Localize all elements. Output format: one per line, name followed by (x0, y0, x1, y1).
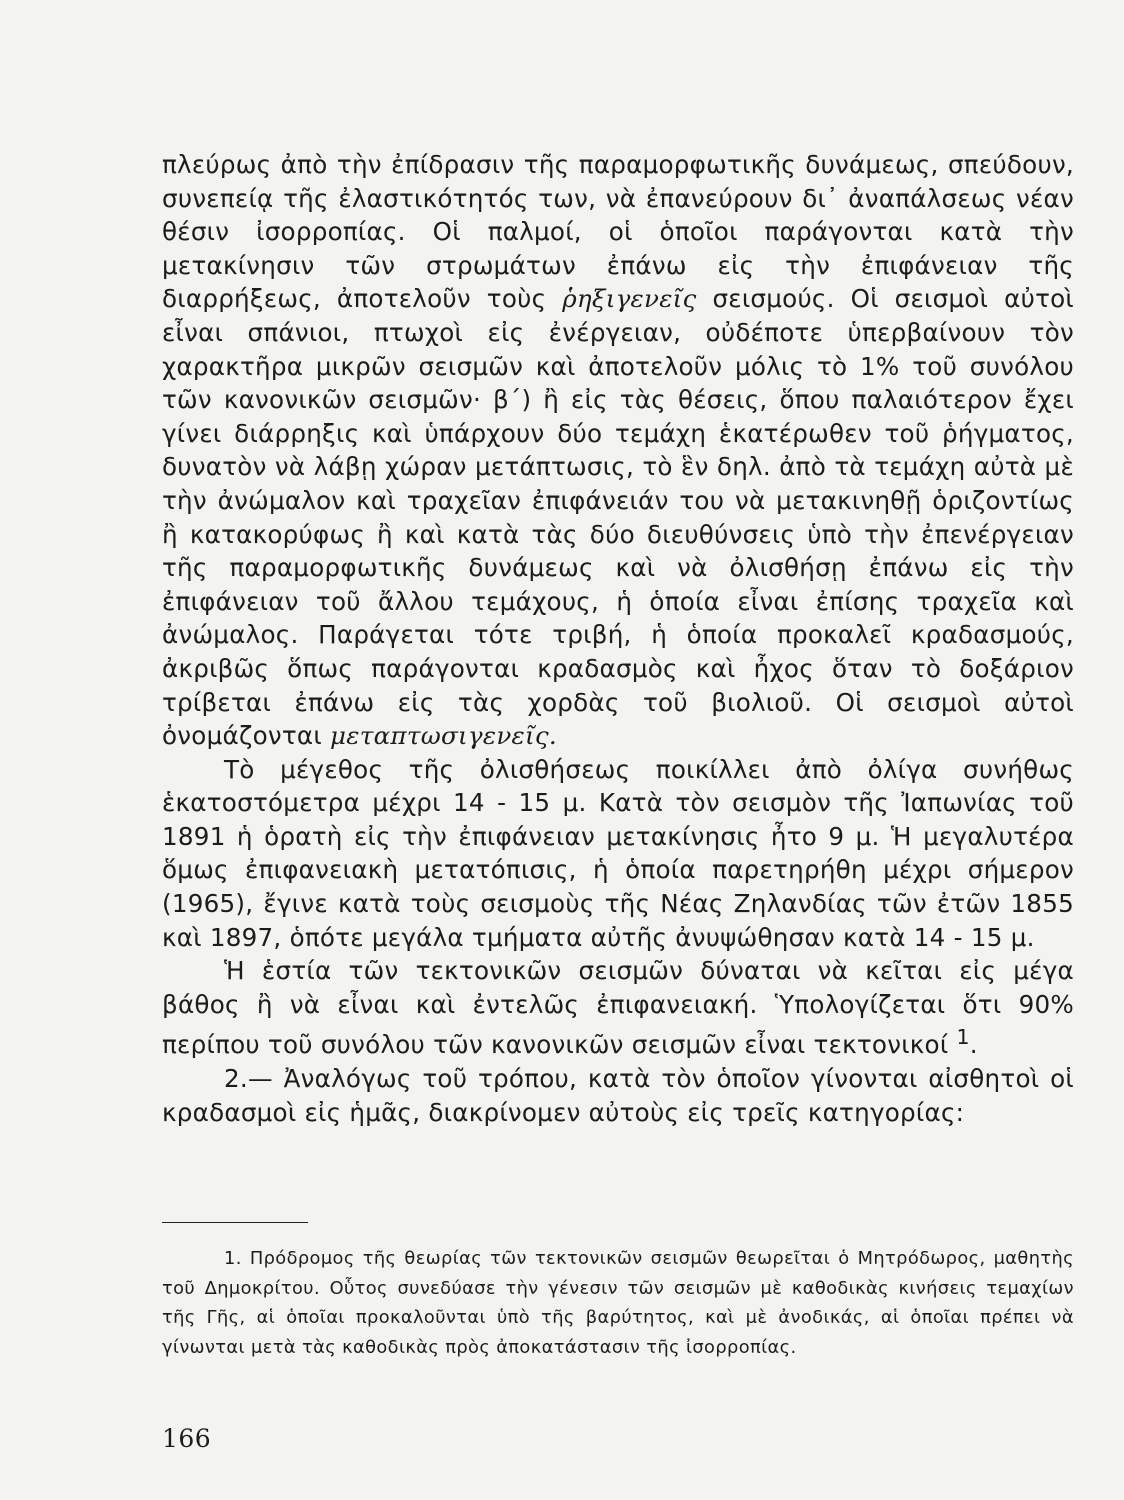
paragraph-1-continuation: σεισμούς. Οἱ σεισμοὶ αὐτοὶ εἶναι σπάνιοι, πτωχοὶ εἰς ἐνέργειαν, οὐδέποτε ὑπερβαίνουν τὸν χαρακτῆρα μικρῶν σεισμῶν καὶ ἀποτελοῦν μόλις τὸ 1% τοῦ συνόλου τῶν κανονικῶν σεισμῶν· β΄) ἢ εἰς τὰς θέσεις, ὅπου παλαιότερον ἔχει γίνει διάρρηξις καὶ ὑπάρχουν δύο τεμάχη ἑκατέρωθεν τοῦ ῥήγματος, δυνατὸν νὰ λάβῃ χώραν μετάπτωσις, τὸ ἓν δηλ. ἀπὸ τὰ τεμάχη αὐτὰ μὲ τὴν ἀνώμαλον καὶ τραχεῖαν ἐπιφάνειάν του νὰ μετακινηθῇ ὁριζοντίως ἢ κατακορύφως ἢ καὶ κατὰ τὰς δύο διευθύνσεις ὑπὸ τὴν ἐπενέργειαν τῆς παραμορφωτικῆς δυνάμεως καὶ νὰ ὀλισθήσῃ ἐπάνω εἰς τὴν ἐπιφάνειαν τοῦ ἄλλου τεμάχους, ἡ ὁποία εἶναι ἐπίσης τραχεῖα καὶ ἀνώμαλος. Παράγεται τότε τριβή, ἡ ὁποία προκαλεῖ κραδασμούς, ἀκριβῶς ὅπως παράγονται κραδασμὸς καὶ ἦχος ὅταν τὸ δοξάριον τρίβεται ἐπάνω εἰς τὰς χορδὰς τοῦ βιολιοῦ. Οἱ σεισμοὶ αὐτοὶ ὀνομάζονται (162, 284, 1074, 751)
emphasis-term-rhexigeneis: ῥηξιγενεῖς (562, 284, 697, 314)
main-text (162, 148, 1074, 1129)
emphasis-term-metaptosigeneis: μεταπτωσιγενεῖς. (330, 721, 557, 751)
footnote (162, 1244, 1074, 1362)
footnote-divider (162, 1222, 308, 1223)
page-number: 166 (162, 1424, 212, 1453)
paragraph-4: 2.— Ἀναλόγως τοῦ τρόπου, κατὰ τὸν ὁποῖον γίνονται αἰσθητοὶ οἱ κραδασμοὶ εἰς ἡμᾶς, διακρίνομεν αὐτοὺς εἰς τρεῖς κατηγορίας: (162, 1064, 1074, 1127)
paragraph-2: Τὸ μέγεθος τῆς ὀλισθήσεως ποικίλλει ἀπὸ ὀλίγα συνήθως ἑκατοστόμετρα μέχρι 14 - 15 μ. Κατὰ τὸν σεισμὸν τῆς Ἰαπωνίας τοῦ 1891 ἡ ὁρατὴ εἰς τὴν ἐπιφάνειαν μετακίνησις ἦτο 9 μ. Ἡ μεγαλυτέρα ὅμως ἐπιφανειακὴ μετατόπισις, ἡ ὁποία παρετηρήθη μέχρι σήμερον (1965), ἔγινε κατὰ τοὺς σεισμοὺς τῆς Νέας Ζηλανδίας τῶν ἐτῶν 1855 καὶ 1897, ὁπότε μεγάλα τμήματα αὐτῆς ἀνυψώθησαν κατὰ 14 - 15 μ. (162, 754, 1074, 952)
footnote-text: 1. Πρόδρομος τῆς θεωρίας τῶν τεκτονικῶν σεισμῶν θεωρεῖται ὁ Μητρόδωρος, μαθητὴς τοῦ Δημοκρίτου. Οὗτος συνεδύασε τὴν γένεσιν τῶν σεισμῶν μὲ καθοδικὰς κινήσεις τεμαχίων τῆς Γῆς, αἱ ὁποῖαι προκαλοῦνται ὑπὸ τῆς βαρύτητος, καὶ μὲ ἀνοδικάς, αἱ ὁποῖαι πρέπει νὰ γίνωνται μετὰ τὰς καθοδικὰς πρὸς ἀποκατάστασιν τῆς ἰσορροπίας. (162, 1248, 1074, 1358)
footnote-reference: 1 (956, 1025, 970, 1050)
paragraph-3-text: Ἡ ἑστία τῶν τεκτονικῶν σεισμῶν δύναται νὰ κεῖται εἰς μέγα βάθος ἢ νὰ εἶναι καὶ ἐντελῶς ἐπιφανειακή. Ὑπολογίζεται ὅτι 90% περίπου τοῦ συνόλου τῶν κανονικῶν σεισμῶν εἶναι τεκτονικοί (162, 956, 1074, 1060)
paragraph-1-text: πλεύρως ἀπὸ τὴν ἐπίδρασιν τῆς παραμορφωτικῆς δυνάμεως, σπεύδουν, συνεπείᾳ τῆς ἐλαστικότητός των, νὰ ἐπανεύρουν δι᾿ ἀναπάλσεως νέαν θέσιν ἰσορροπίας. Οἱ παλμοί, οἱ ὁποῖοι παράγονται κατὰ τὴν μετακίνησιν τῶν στρωμάτων ἐπάνω εἰς τὴν ἐπιφάνειαν τῆς διαρρήξεως, ἀποτελοῦν τοὺς (162, 150, 1074, 314)
paragraph-3-end: . (969, 1030, 978, 1060)
paragraph-1 (162, 148, 1074, 753)
paragraph-3 (162, 954, 1074, 1062)
